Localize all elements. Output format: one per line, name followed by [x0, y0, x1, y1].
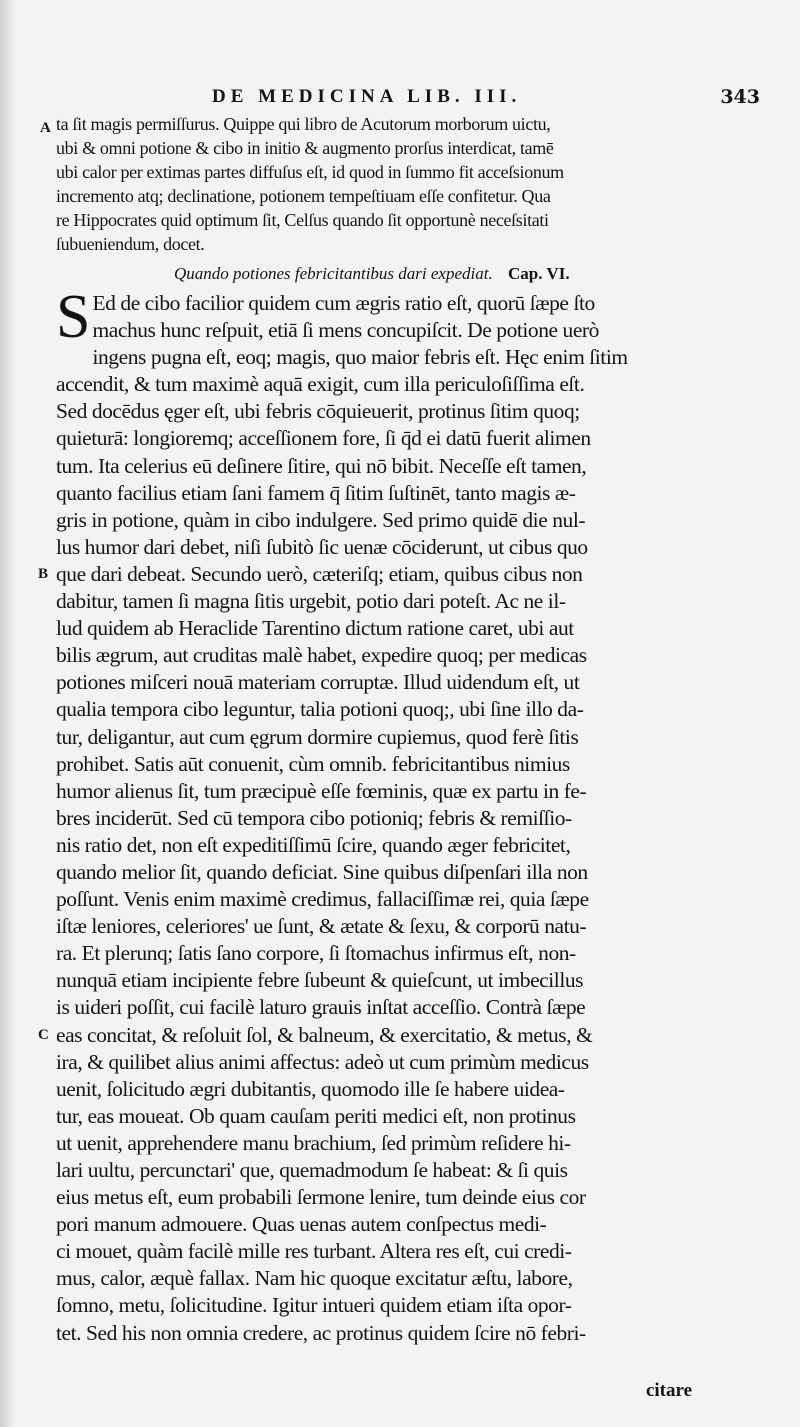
chapter-body — [56, 283, 692, 1347]
intro-line: ubi calor per extimas partes diffuſus eſt, id quod in ſummo fit acceſsionum — [56, 162, 564, 182]
chapter-heading — [56, 260, 692, 288]
body-line: mus, calor, æquè fallax. Nam hic quoque excitatur æſtu, labore, — [56, 1266, 573, 1291]
body-line: pori manum admouere. Quas uenas autem conſpectus medi- — [56, 1212, 547, 1237]
body-line: is uideri poſſit, cui facilè laturo grauis inſtat acceſſio. Contrà ſæpe — [56, 995, 586, 1020]
body-line: dabitur, tamen ſi magna ſitis urgebit, potio dari poteſt. Ac ne il- — [56, 589, 566, 614]
body-line: ra. Et plerunq; ſatis ſano corpore, ſi ſtomachus infirmus eſt, non- — [56, 941, 576, 966]
margin-letter-b: B — [38, 566, 49, 582]
body-line: ci mouet, quàm facilè mille res turbant. Altera res eſt, cui credi- — [56, 1239, 572, 1264]
page-header — [200, 86, 760, 112]
body-line: ingens pugna eſt, eoq; magis, quo maior febris eſt. Hęc enim ſitim — [92, 345, 628, 370]
body-line: lus humor dari debet, niſi ſubitò ſic uenæ cōciderunt, ut cibus quo — [56, 534, 588, 559]
body-line: iſtæ leniores, celeriores' ue ſunt, & ætate & ſexu, & corporū natu- — [56, 914, 587, 939]
body-line: Sed docēdus ęger eſt, ubi febris cōquieuerit, protinus ſitim quoq; — [56, 399, 580, 424]
body-line: qualia tempora cibo leguntur, talia potioni quoq;, ubi ſine illo da- — [56, 697, 584, 722]
body-line: ſomno, metu, ſolicitudine. Igitur intueri quidem etiam iſta opor- — [56, 1293, 572, 1318]
intro-line: incremento atq; declinatione, potionem tempeſtiuam eſſe confitetur. Qua — [56, 186, 551, 206]
catchword: citare — [645, 1380, 692, 1401]
intro-line: ta ſit magis permiſſurus. Quippe qui libro de Acutorum morborum uictu, — [56, 114, 551, 134]
intro-line: re Hippocrates quid optimum ſit, Celſus quando ſit opportunè neceſsitati — [56, 210, 549, 230]
body-line: nis ratio det, non eſt expeditiſſimū ſcire, quando æger febricitet, — [56, 832, 571, 857]
body-line: nunquā etiam incipiente febre ſubeunt & quieſcunt, ut imbecillus — [56, 968, 584, 993]
body-line: prohibet. Satis aūt conuenit, cùm omnib. febricitantibus nimius — [56, 751, 570, 776]
running-head: DE MEDICINA LIB. III. — [212, 86, 522, 107]
chapter-number: Cap. VI. — [508, 264, 570, 283]
body-line: poſſunt. Venis enim maximè credimus, fallaciſſimæ rei, quia ſæpe — [56, 887, 589, 912]
body-line: bres inciderūt. Sed cū tempora cibo potioniq; febris & remiſſio- — [56, 805, 572, 830]
margin-letter-a: A — [40, 120, 51, 136]
text-block — [56, 112, 692, 1347]
body-line: potiones miſceri nouā materiam corruptæ. Illud uidendum eſt, ut — [56, 670, 580, 695]
body-line: que dari debeat. Secundo uerò, cæteriſq; etiam, quibus cibus non — [56, 561, 583, 586]
body-line: eas concitat, & reſoluit ſol, & balneum, & exercitatio, & metus, & — [56, 1022, 593, 1047]
body-line: quando melior ſit, quando deficiat. Sine quibus diſpenſari illa non — [56, 859, 588, 884]
body-line: tur, eas moueat. Ob quam cauſam periti medici eſt, non protinus — [56, 1103, 576, 1128]
body-line: bilis ægrum, aut cruditas malè habet, expedire quoq; per medicas — [56, 643, 587, 668]
body-line: machus hunc reſpuit, etiā ſi mens concupiſcit. De potione uerò — [92, 318, 599, 343]
intro-line: ubi & omni potione & cibo in initio & augmento prorſus interdicat, tamē — [56, 138, 554, 158]
page-number: 343 — [720, 86, 760, 108]
body-line: quanto facilius etiam ſani famem q̄ ſitim ſuſtinēt, tanto magis æ- — [56, 480, 576, 505]
body-line: quieturā: longioremq; acceſſionem fore, ſi q̄d ei datū fuerit alimen — [56, 426, 591, 451]
body-line: tet. Sed his non omnia credere, ac protinus quidem ſcire nō febri- — [56, 1320, 586, 1345]
body-line: ira, & quilibet alius animi affectus: adeò ut cum primùm medicus — [56, 1049, 589, 1074]
scan-edge — [0, 0, 16, 1427]
body-line: tur, deligantur, aut cum ęgrum dormire cupiemus, quod ferè ſitis — [56, 724, 579, 749]
body-line: ut uenit, apprehendere manu brachium, ſed primùm reſidere hi- — [56, 1130, 571, 1155]
body-line: gris in potione, quàm in cibo indulgere. Sed primo quidē die nul- — [56, 507, 586, 532]
intro-line: ſubueniendum, docet. — [56, 234, 205, 254]
chapter-title: Quando potiones febricitantibus dari expediat. — [174, 264, 493, 283]
body-line: accendit, & tum maximè aquā exigit, cum illa periculoſiſſima eſt. — [56, 372, 585, 397]
body-line: Ed de cibo facilior quidem cum ægris ratio eſt, quorū ſæpe ſto — [92, 291, 595, 315]
body-line: lari uultu, percunctari' que, quemadmodum ſe habeat: & ſi quis — [56, 1158, 568, 1182]
body-line: eius metus eſt, eum probabili ſermone lenire, tum deinde eius cor — [56, 1185, 586, 1210]
drop-cap: S — [56, 283, 91, 351]
body-line: lud quidem ab Heraclide Tarentino dictum ratione caret, ubi aut — [56, 616, 574, 641]
body-line: uenit, ſolicitudo ægri dubitantis, quomodo ille ſe habere uidea- — [56, 1076, 565, 1101]
body-line: tum. Ita celerius eū deſinere ſitire, qui nō bibit. Neceſſe eſt tamen, — [56, 453, 587, 478]
body-line: humor alienus ſit, tum præcipuè eſſe fœminis, quæ ex partu in fe- — [56, 778, 587, 803]
margin-letter-c: C — [38, 1027, 49, 1043]
